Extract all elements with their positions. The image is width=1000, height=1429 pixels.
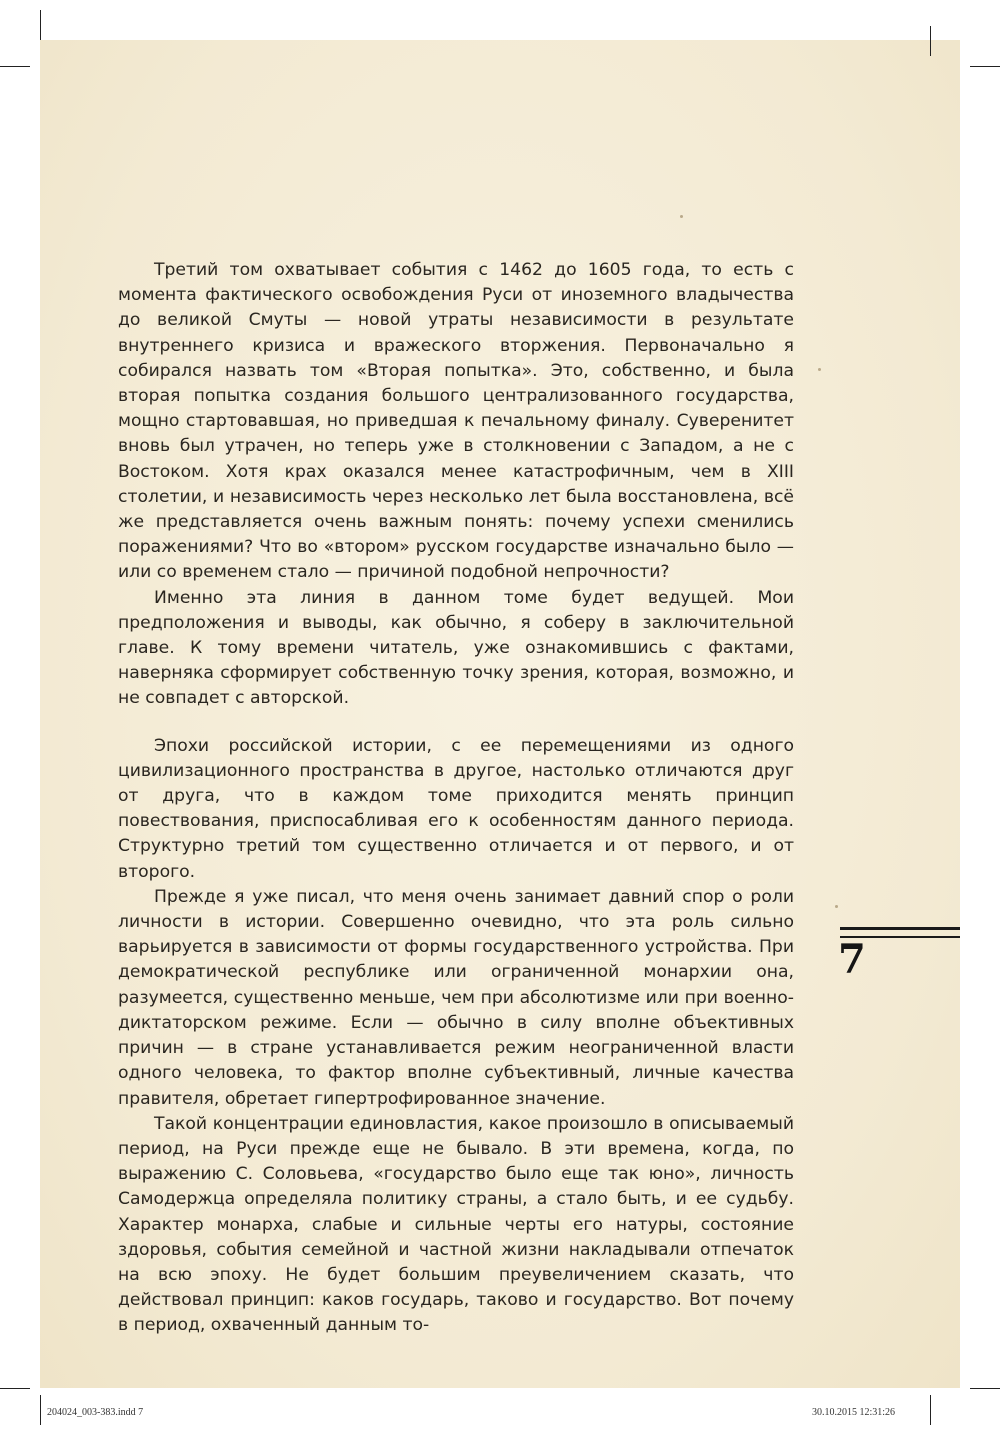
crop-mark — [930, 1395, 931, 1425]
paragraph: Именно эта линия в данном томе будет ведущей. Мои предположения и выводы, как обычно, я соберу в заключительной главе. К тому времени читатель, уже ознакомившись с фактами, наверняка сформирует собственную точку зрения, которая, возможно, и не совпадет с авторской. — [118, 587, 794, 709]
crop-mark — [970, 1388, 1000, 1389]
paper-speck — [835, 905, 838, 908]
crop-mark — [40, 10, 41, 40]
crop-mark — [0, 66, 30, 67]
paragraph: Прежде я уже писал, что меня очень занимает давний спор о роли личности в истории. Совершенно очевидно, что эта роль сильно варьируется в зависимости от формы государственного устройства. При демократической республике или ограниченной монархии она, разумеется, существенно меньше, чем при абсолютизме или при военно-диктаторском режиме. Если — обычно в силу вполне объективных причин — в стране устанавливается режим неограниченной власти одного человека, то фактор вполне субъективный, личные качества правителя, обретает гипертрофированное значение. — [118, 886, 794, 1109]
page-number: 7 — [838, 936, 866, 983]
crop-mark — [40, 1395, 41, 1425]
paragraph: Эпохи российской истории, с ее перемещениями из одного цивилизационного пространства в другое, настолько отличаются друг от друга, что в каждом томе приходится менять принцип повествования, приспосабливая его к особенностям данного периода. Структурно третий том существенно отличается и от первого, и от второго. — [118, 735, 794, 882]
body-text — [118, 258, 794, 1339]
crop-mark — [970, 66, 1000, 67]
paper-speck — [680, 215, 683, 218]
crop-mark — [930, 26, 931, 56]
paragraph: Такой концентрации единовластия, какое произошло в описываемый период, на Руси прежде еще не бывало. В эти времена, когда, по выражению С. Соловьева, «государство было еще так юно», личность Самодержца определяла политику страны, а стало быть, и ее судьбу. Характер монарха, слабые и сильные черты его натуры, состояние здоровья, события семейной и частной жизни накладывали отпечаток на всю эпоху. Не будет большим преувеличением сказать, что действовал принцип: каков государь, таково и государство. Вот почему в период, охваченный данным то- — [118, 1113, 794, 1336]
print-slug-date: 30.10.2015 12:31:26 — [812, 1407, 896, 1418]
paragraph: Третий том охватывает события с 1462 до 1605 года, то есть с момента фактического освобождения Руси от иноземного владычества до великой Смуты — новой утраты независимости в результате внутреннего кризиса и вражеского вторжения. Первоначально я собирался назвать том «Вторая попытка». Это, собственно, и была вторая попытка создания большого централизованного государства, мощно стартовавшая, но приведшая к печальному финалу. Суверенитет вновь был утрачен, но теперь уже в столкновении с Западом, а не с Востоком. Хотя крах оказался менее катастрофичным, чем в XIII столетии, и независимость через несколько лет была восстановлена, всё же представляется очень важным понять: почему успехи сменились поражениями? Что во «втором» русском государстве изначально было — или со временем стало — причиной подобной непрочности? — [118, 260, 794, 583]
print-slug-file: 204024_003-383.indd 7 — [47, 1407, 144, 1418]
crop-mark — [0, 1388, 30, 1389]
paper-speck — [818, 368, 821, 371]
